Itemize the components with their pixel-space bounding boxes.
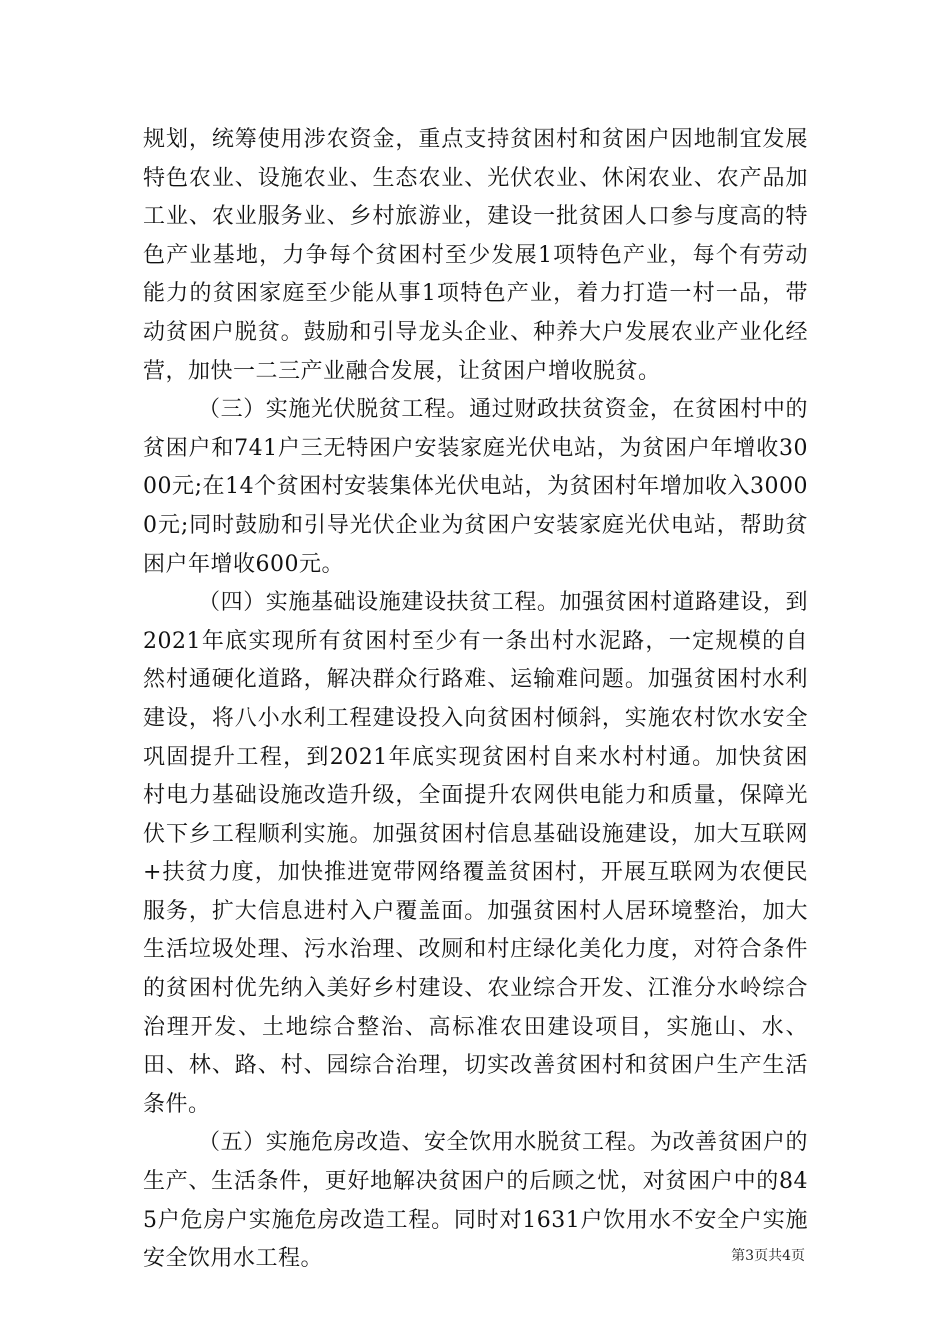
paragraph-housing-water-poverty-relief: （五）实施危房改造、安全饮用水脱贫工程。为改善贫困户的生产、生活条件，更好地解决贫困户的后顾之忧，对贫困户中的845户危房户实施危房改造工程。同时对1631户饮用水不安全户实施安全饮用水工程。 xyxy=(143,1130,808,1272)
document-body xyxy=(143,121,808,1279)
page-number-footer: 第3页共4页 xyxy=(731,1248,805,1264)
paragraph-infrastructure-poverty-relief: （四）实施基础设施建设扶贫工程。加强贫困村道路建设，到2021年底实现所有贫困村至少有一条出村水泥路，一定规模的自然村通硬化道路，解决群众行路难、运输难问题。加强贫困村水利建设，将八小水利工程建设投入向贫困村倾斜，实施农村饮水安全巩固提升工程，到2021年底实现贫困村自来水村村通。加快贫困村电力基础设施改造升级，全面提升农网供电能力和质量，保障光伏下乡工程顺利实施。加强贫困村信息基础设施建设，加大互联网+扶贫力度，加快推进宽带网络覆盖贫困村，开展互联网为农便民服务，扩大信息进村入户覆盖面。加强贫困村人居环境整治，加大生活垃圾处理、污水治理、改厕和村庄绿化美化力度，对符合条件的贫困村优先纳入美好乡村建设、农业综合开发、江淮分水岭综合治理开发、土地综合整治、高标准农田建设项目，实施山、水、田、林、路、村、园综合治理，切实改善贫困村和贫困户生产生活条件。 xyxy=(143,590,808,1117)
paragraph-solar-poverty-relief: （三）实施光伏脱贫工程。通过财政扶贫资金，在贫困村中的贫困户和741户三无特困户安装家庭光伏电站，为贫困户年增收3000元;在14个贫困村安装集体光伏电站，为贫困村年增加收入30000元;同时鼓励和引导光伏企业为贫困户安装家庭光伏电站，帮助贫困户年增收600元。 xyxy=(143,397,808,577)
paragraph-agriculture-industry: 规划，统筹使用涉农资金，重点支持贫困村和贫困户因地制宜发展特色农业、设施农业、生态农业、光伏农业、休闲农业、农产品加工业、农业服务业、乡村旅游业，建设一批贫困人口参与度高的特色产业基地，力争每个贫困村至少发展1项特色产业，每个有劳动能力的贫困家庭至少能从事1项特色产业，着力打造一村一品，带动贫困户脱贫。鼓励和引导龙头企业、种养大户发展农业产业化经营，加快一二三产业融合发展，让贫困户增收脱贫。 xyxy=(143,127,808,384)
